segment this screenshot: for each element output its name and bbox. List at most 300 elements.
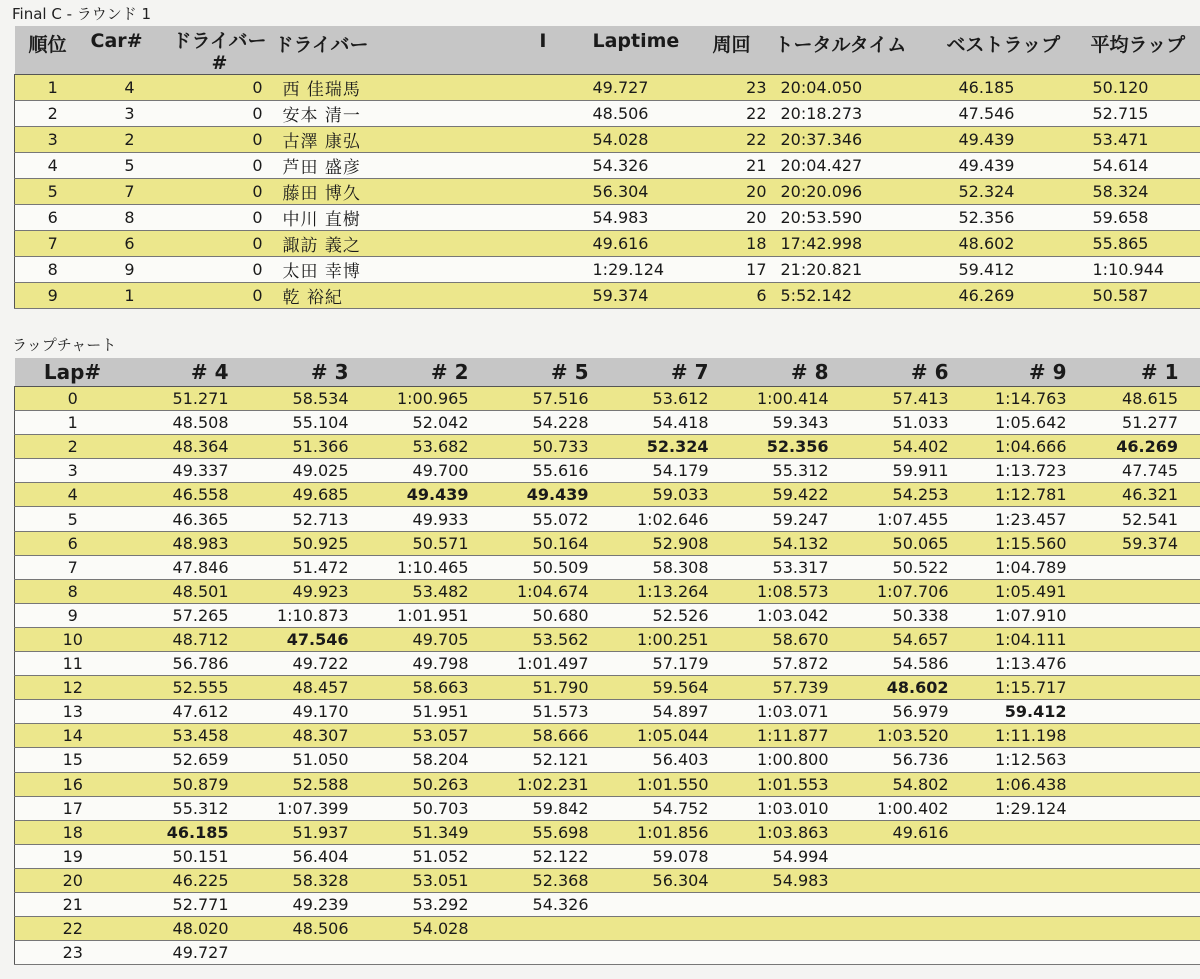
lap-time-cell: 50.065 <box>851 531 971 555</box>
lap-row <box>15 772 1200 796</box>
lap-time-cell: 54.228 <box>491 411 611 435</box>
lap-time-cell <box>1089 555 1200 579</box>
lap-time-cell <box>1089 603 1200 627</box>
lap-time-cell: 48.457 <box>251 676 371 700</box>
lap-time-cell: 1:01.951 <box>371 603 491 627</box>
lap-row <box>15 796 1200 820</box>
lap-time-cell: 1:13.476 <box>971 652 1089 676</box>
lap-time-cell: 54.179 <box>611 459 731 483</box>
result-best-lap: 59.412 <box>937 257 1087 283</box>
lap-time-cell: 49.685 <box>251 483 371 507</box>
lapchart-header-car: # 6 <box>851 358 971 387</box>
lap-number: 6 <box>15 531 131 555</box>
lap-time-cell: 53.682 <box>371 435 491 459</box>
lap-time-cell: 51.937 <box>251 820 371 844</box>
lap-time-cell: 52.541 <box>1089 507 1200 531</box>
lap-time-cell: 52.713 <box>251 507 371 531</box>
lap-time-cell: 50.571 <box>371 531 491 555</box>
lap-row <box>15 627 1200 651</box>
result-total-time: 17:42.998 <box>775 231 937 257</box>
result-laptime: 49.616 <box>587 231 713 257</box>
result-best-lap: 47.546 <box>937 101 1087 127</box>
lap-time-cell: 54.994 <box>731 844 851 868</box>
lap-time-cell: 50.680 <box>491 603 611 627</box>
lap-row <box>15 700 1200 724</box>
result-avg-lap: 50.587 <box>1087 283 1200 309</box>
lap-time-cell: 52.526 <box>611 603 731 627</box>
lap-time-cell: 1:03.863 <box>731 820 851 844</box>
result-i <box>401 153 587 179</box>
lap-time-cell: 54.586 <box>851 652 971 676</box>
lap-time-cell <box>491 941 611 965</box>
lap-time-cell: 1:03.042 <box>731 603 851 627</box>
lap-time-cell: 49.170 <box>251 700 371 724</box>
lap-time-cell: 51.277 <box>1089 411 1200 435</box>
lap-time-cell <box>611 917 731 941</box>
lap-time-cell: 1:11.877 <box>731 724 851 748</box>
result-avg-lap: 58.324 <box>1087 179 1200 205</box>
lap-time-cell: 1:00.800 <box>731 748 851 772</box>
lap-time-cell: 1:15.717 <box>971 676 1089 700</box>
lap-time-cell: 54.028 <box>371 917 491 941</box>
lap-time-cell: 1:14.763 <box>971 387 1089 411</box>
result-position: 2 <box>15 101 91 127</box>
lap-row <box>15 724 1200 748</box>
lap-time-cell: 1:04.789 <box>971 555 1089 579</box>
lap-time-cell: 51.050 <box>251 748 371 772</box>
lap-time-cell: 52.324 <box>611 435 731 459</box>
lap-time-cell: 1:11.198 <box>971 724 1089 748</box>
lap-time-cell <box>1089 627 1200 651</box>
lap-time-cell: 49.700 <box>371 459 491 483</box>
lap-time-cell <box>1089 748 1200 772</box>
result-laps: 20 <box>713 205 775 231</box>
result-total-time: 20:37.346 <box>775 127 937 153</box>
lap-time-cell: 56.786 <box>131 652 251 676</box>
lap-time-cell: 52.122 <box>491 844 611 868</box>
result-avg-lap: 59.658 <box>1087 205 1200 231</box>
lap-number: 10 <box>15 627 131 651</box>
lap-time-cell: 51.790 <box>491 676 611 700</box>
lap-time-cell: 49.727 <box>131 941 251 965</box>
result-position: 7 <box>15 231 91 257</box>
lap-time-cell <box>1089 820 1200 844</box>
lap-time-cell: 1:02.231 <box>491 772 611 796</box>
result-i <box>401 75 587 101</box>
lap-time-cell <box>491 917 611 941</box>
lap-time-cell: 54.897 <box>611 700 731 724</box>
lap-time-cell: 1:05.491 <box>971 579 1089 603</box>
lap-time-cell <box>1089 652 1200 676</box>
lap-time-cell: 59.078 <box>611 844 731 868</box>
result-avg-lap: 52.715 <box>1087 101 1200 127</box>
lap-time-cell: 52.588 <box>251 772 371 796</box>
lap-time-cell: 55.698 <box>491 820 611 844</box>
lap-time-cell: 1:00.402 <box>851 796 971 820</box>
lap-row <box>15 435 1200 459</box>
lap-number: 16 <box>15 772 131 796</box>
result-row <box>15 75 1200 101</box>
lap-number: 17 <box>15 796 131 820</box>
lap-time-cell: 1:08.573 <box>731 579 851 603</box>
lap-time-cell: 1:07.399 <box>251 796 371 820</box>
result-total-time: 20:18.273 <box>775 101 937 127</box>
lap-row <box>15 820 1200 844</box>
lap-time-cell: 57.179 <box>611 652 731 676</box>
result-i <box>401 205 587 231</box>
lap-time-cell <box>611 892 731 916</box>
lap-time-cell: 1:03.010 <box>731 796 851 820</box>
lap-number: 19 <box>15 844 131 868</box>
lap-time-cell: 59.374 <box>1089 531 1200 555</box>
lapchart-header-car: # 9 <box>971 358 1089 387</box>
lap-time-cell: 59.842 <box>491 796 611 820</box>
lap-time-cell: 58.670 <box>731 627 851 651</box>
lap-time-cell: 51.349 <box>371 820 491 844</box>
lap-time-cell <box>1089 917 1200 941</box>
result-best-lap: 46.269 <box>937 283 1087 309</box>
lap-time-cell <box>1089 772 1200 796</box>
result-best-lap: 48.602 <box>937 231 1087 257</box>
lap-time-cell: 46.225 <box>131 868 251 892</box>
lap-time-cell: 53.562 <box>491 627 611 651</box>
lap-number: 9 <box>15 603 131 627</box>
result-avg-lap: 55.865 <box>1087 231 1200 257</box>
result-avg-lap: 1:10.944 <box>1087 257 1200 283</box>
lap-time-cell: 1:02.646 <box>611 507 731 531</box>
lap-time-cell: 53.482 <box>371 579 491 603</box>
lap-time-cell <box>371 941 491 965</box>
result-driver-no: 0 <box>169 257 271 283</box>
lap-time-cell <box>1089 844 1200 868</box>
lap-number: 18 <box>15 820 131 844</box>
result-best-lap: 46.185 <box>937 75 1087 101</box>
lap-time-cell: 1:01.497 <box>491 652 611 676</box>
lap-time-cell: 56.979 <box>851 700 971 724</box>
result-driver-no: 0 <box>169 205 271 231</box>
lapchart-header-car: # 5 <box>491 358 611 387</box>
lap-time-cell: 50.338 <box>851 603 971 627</box>
lap-time-cell: 52.771 <box>131 892 251 916</box>
lapchart-header-car: # 7 <box>611 358 731 387</box>
header-total-time: トータルタイム <box>775 26 937 75</box>
lap-time-cell: 58.204 <box>371 748 491 772</box>
lap-time-cell: 1:04.674 <box>491 579 611 603</box>
lap-time-cell: 54.657 <box>851 627 971 651</box>
lap-time-cell <box>1089 676 1200 700</box>
lap-row <box>15 917 1200 941</box>
lapchart-header-car: # 4 <box>131 358 251 387</box>
lap-row <box>15 507 1200 531</box>
lap-time-cell: 53.458 <box>131 724 251 748</box>
lap-number: 2 <box>15 435 131 459</box>
lap-time-cell <box>971 868 1089 892</box>
lap-time-cell: 1:29.124 <box>971 796 1089 820</box>
lap-time-cell: 49.616 <box>851 820 971 844</box>
lap-time-cell <box>971 820 1089 844</box>
result-position: 9 <box>15 283 91 309</box>
lap-time-cell: 55.104 <box>251 411 371 435</box>
lap-time-cell <box>611 941 731 965</box>
lap-time-cell: 58.663 <box>371 676 491 700</box>
lap-time-cell: 48.602 <box>851 676 971 700</box>
result-car: 5 <box>91 153 169 179</box>
lap-time-cell: 1:07.910 <box>971 603 1089 627</box>
lap-time-cell: 59.247 <box>731 507 851 531</box>
header-laps: 周回 <box>713 26 775 75</box>
lap-time-cell: 1:04.111 <box>971 627 1089 651</box>
lap-row <box>15 652 1200 676</box>
lapchart-header-car: # 3 <box>251 358 371 387</box>
lap-time-cell: 48.712 <box>131 627 251 651</box>
lap-time-cell: 53.317 <box>731 555 851 579</box>
lap-time-cell: 59.911 <box>851 459 971 483</box>
lap-time-cell <box>971 917 1089 941</box>
lap-time-cell: 46.269 <box>1089 435 1200 459</box>
lap-time-cell: 46.558 <box>131 483 251 507</box>
lap-time-cell: 49.239 <box>251 892 371 916</box>
result-driver: 藤田 博久 <box>271 179 401 205</box>
lap-time-cell: 54.326 <box>491 892 611 916</box>
lapchart-header-car: # 8 <box>731 358 851 387</box>
lap-time-cell: 49.705 <box>371 627 491 651</box>
lap-time-cell: 50.509 <box>491 555 611 579</box>
lap-number: 4 <box>15 483 131 507</box>
lap-time-cell: 56.304 <box>611 868 731 892</box>
lap-time-cell: 58.534 <box>251 387 371 411</box>
result-car: 4 <box>91 75 169 101</box>
lap-time-cell: 51.573 <box>491 700 611 724</box>
result-laps: 22 <box>713 127 775 153</box>
lap-time-cell: 52.555 <box>131 676 251 700</box>
result-total-time: 20:20.096 <box>775 179 937 205</box>
lap-time-cell <box>1089 796 1200 820</box>
lap-time-cell <box>1089 941 1200 965</box>
lap-time-cell: 55.616 <box>491 459 611 483</box>
result-laps: 21 <box>713 153 775 179</box>
lap-chart-table <box>14 358 1200 965</box>
result-laptime: 56.304 <box>587 179 713 205</box>
result-car: 7 <box>91 179 169 205</box>
lap-row <box>15 555 1200 579</box>
result-avg-lap: 54.614 <box>1087 153 1200 179</box>
lap-time-cell: 54.418 <box>611 411 731 435</box>
lap-time-cell: 1:00.251 <box>611 627 731 651</box>
lap-number: 7 <box>15 555 131 579</box>
lap-time-cell: 58.666 <box>491 724 611 748</box>
result-driver-no: 0 <box>169 153 271 179</box>
lap-time-cell: 59.343 <box>731 411 851 435</box>
lap-time-cell: 51.033 <box>851 411 971 435</box>
lap-number: 21 <box>15 892 131 916</box>
lap-number: 5 <box>15 507 131 531</box>
lap-time-cell <box>851 892 971 916</box>
result-driver: 芦田 盛彦 <box>271 153 401 179</box>
result-total-time: 5:52.142 <box>775 283 937 309</box>
lap-time-cell: 48.020 <box>131 917 251 941</box>
lap-time-cell <box>731 892 851 916</box>
result-driver: 太田 幸博 <box>271 257 401 283</box>
result-driver: 諏訪 義之 <box>271 231 401 257</box>
lap-row <box>15 603 1200 627</box>
lap-time-cell <box>251 941 371 965</box>
lap-row <box>15 748 1200 772</box>
lap-time-cell: 55.312 <box>731 459 851 483</box>
lapchart-header-car: # 1 <box>1089 358 1200 387</box>
lap-number: 0 <box>15 387 131 411</box>
result-position: 6 <box>15 205 91 231</box>
result-driver: 西 佳瑞馬 <box>271 75 401 101</box>
result-position: 3 <box>15 127 91 153</box>
result-position: 1 <box>15 75 91 101</box>
lap-time-cell: 53.292 <box>371 892 491 916</box>
lapchart-title: ラップチャート <box>12 336 117 354</box>
results-header-row <box>15 26 1200 75</box>
result-laptime: 49.727 <box>587 75 713 101</box>
lap-time-cell: 1:01.550 <box>611 772 731 796</box>
result-laptime: 1:29.124 <box>587 257 713 283</box>
header-avg-lap: 平均ラップ <box>1087 26 1200 75</box>
lap-time-cell: 56.404 <box>251 844 371 868</box>
result-laptime: 48.506 <box>587 101 713 127</box>
lap-time-cell <box>731 917 851 941</box>
result-driver: 安本 清一 <box>271 101 401 127</box>
result-laps: 6 <box>713 283 775 309</box>
lap-row <box>15 579 1200 603</box>
lap-row <box>15 676 1200 700</box>
result-position: 5 <box>15 179 91 205</box>
result-i <box>401 283 587 309</box>
lap-time-cell: 53.612 <box>611 387 731 411</box>
result-driver: 中川 直樹 <box>271 205 401 231</box>
lap-number: 8 <box>15 579 131 603</box>
header-position: 順位 <box>15 26 91 75</box>
lap-time-cell: 1:07.706 <box>851 579 971 603</box>
lap-number: 1 <box>15 411 131 435</box>
lap-time-cell: 51.472 <box>251 555 371 579</box>
lap-time-cell: 1:01.856 <box>611 820 731 844</box>
result-row <box>15 179 1200 205</box>
lap-time-cell: 48.506 <box>251 917 371 941</box>
result-i <box>401 101 587 127</box>
lap-time-cell <box>731 941 851 965</box>
lap-time-cell: 50.164 <box>491 531 611 555</box>
lap-time-cell: 49.439 <box>371 483 491 507</box>
header-best-lap: ベストラップ <box>937 26 1087 75</box>
lap-time-cell: 50.151 <box>131 844 251 868</box>
lap-time-cell: 52.042 <box>371 411 491 435</box>
lap-number: 15 <box>15 748 131 772</box>
result-car: 3 <box>91 101 169 127</box>
lap-time-cell: 49.439 <box>491 483 611 507</box>
lap-time-cell: 54.983 <box>731 868 851 892</box>
lap-time-cell: 1:12.781 <box>971 483 1089 507</box>
lap-time-cell: 57.739 <box>731 676 851 700</box>
lap-time-cell: 51.951 <box>371 700 491 724</box>
lap-time-cell: 59.033 <box>611 483 731 507</box>
result-driver-no: 0 <box>169 101 271 127</box>
result-row <box>15 101 1200 127</box>
lap-time-cell: 58.328 <box>251 868 371 892</box>
lap-time-cell: 50.925 <box>251 531 371 555</box>
lap-time-cell <box>1089 868 1200 892</box>
result-position: 4 <box>15 153 91 179</box>
lap-time-cell: 48.508 <box>131 411 251 435</box>
lap-time-cell: 1:10.873 <box>251 603 371 627</box>
lapchart-header-row <box>15 358 1200 387</box>
lap-number: 11 <box>15 652 131 676</box>
result-best-lap: 52.324 <box>937 179 1087 205</box>
lap-time-cell: 53.057 <box>371 724 491 748</box>
lap-time-cell: 55.072 <box>491 507 611 531</box>
result-best-lap: 49.439 <box>937 127 1087 153</box>
lap-time-cell: 46.321 <box>1089 483 1200 507</box>
lap-time-cell: 59.564 <box>611 676 731 700</box>
lap-time-cell: 52.121 <box>491 748 611 772</box>
lap-time-cell: 49.798 <box>371 652 491 676</box>
lap-time-cell: 57.413 <box>851 387 971 411</box>
lap-time-cell: 57.265 <box>131 603 251 627</box>
lap-time-cell: 48.501 <box>131 579 251 603</box>
lap-row <box>15 868 1200 892</box>
result-avg-lap: 53.471 <box>1087 127 1200 153</box>
lap-number: 23 <box>15 941 131 965</box>
result-row <box>15 153 1200 179</box>
result-total-time: 20:53.590 <box>775 205 937 231</box>
lap-time-cell: 51.052 <box>371 844 491 868</box>
result-best-lap: 49.439 <box>937 153 1087 179</box>
result-i <box>401 179 587 205</box>
lap-number: 20 <box>15 868 131 892</box>
result-laps: 23 <box>713 75 775 101</box>
header-driver: ドライバー <box>271 26 401 75</box>
lap-number: 22 <box>15 917 131 941</box>
header-driver-no: ドライバー # <box>169 26 271 75</box>
result-driver-no: 0 <box>169 75 271 101</box>
lap-time-cell: 51.271 <box>131 387 251 411</box>
result-laptime: 59.374 <box>587 283 713 309</box>
result-driver-no: 0 <box>169 283 271 309</box>
lap-number: 12 <box>15 676 131 700</box>
result-driver: 古澤 康弘 <box>271 127 401 153</box>
lap-time-cell: 1:01.553 <box>731 772 851 796</box>
result-avg-lap: 50.120 <box>1087 75 1200 101</box>
lap-time-cell: 1:03.071 <box>731 700 851 724</box>
lap-time-cell <box>1089 579 1200 603</box>
result-laptime: 54.983 <box>587 205 713 231</box>
lap-time-cell: 57.872 <box>731 652 851 676</box>
result-car: 9 <box>91 257 169 283</box>
lap-time-cell <box>851 917 971 941</box>
lap-time-cell: 48.307 <box>251 724 371 748</box>
lap-time-cell: 1:10.465 <box>371 555 491 579</box>
lap-time-cell: 50.522 <box>851 555 971 579</box>
lap-row <box>15 892 1200 916</box>
result-laps: 18 <box>713 231 775 257</box>
lap-time-cell: 49.337 <box>131 459 251 483</box>
lap-time-cell <box>971 892 1089 916</box>
result-laps: 22 <box>713 101 775 127</box>
result-driver-no: 0 <box>169 127 271 153</box>
lap-time-cell: 1:00.414 <box>731 387 851 411</box>
result-i <box>401 127 587 153</box>
lap-time-cell: 59.412 <box>971 700 1089 724</box>
lap-time-cell: 49.722 <box>251 652 371 676</box>
lap-time-cell: 50.733 <box>491 435 611 459</box>
lap-row <box>15 531 1200 555</box>
lap-time-cell: 56.736 <box>851 748 971 772</box>
lap-time-cell <box>971 941 1089 965</box>
